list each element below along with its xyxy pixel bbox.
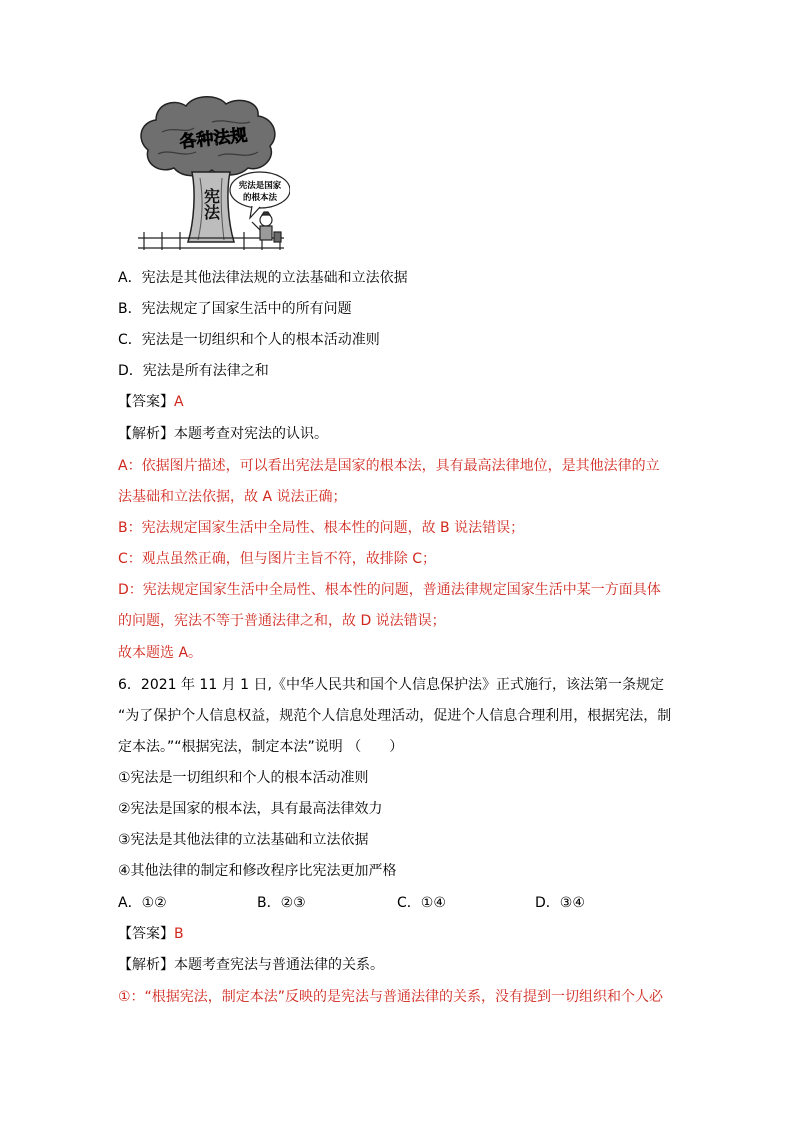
q5-analysis-line: D：宪法规定国家生活中全局性、根本性的问题，普通法律规定国家生活中某一方面具体	[118, 582, 661, 598]
q5-option-d: D．宪法是所有法律之和	[118, 363, 269, 379]
q6-choice-a: A．①②	[118, 895, 167, 911]
q6-analysis-label: 【解析】	[118, 957, 174, 973]
q5-analysis-line: 的问题，宪法不等于普通法律之和，故 D 说法错误；	[118, 613, 446, 629]
q6-statement-4: ④其他法律的制定和修改程序比宪法更加严格	[118, 863, 397, 879]
q6-analysis-line: ①：“根据宪法，制定本法”反映的是宪法与普通法律的关系，没有提到一切组织和个人必	[118, 989, 664, 1005]
constitution-tree-illustration	[134, 92, 290, 252]
q6-statement-3: ③宪法是其他法律的立法基础和立法依据	[118, 832, 369, 848]
bubble-line-2: 的根本法	[242, 193, 278, 203]
q5-answer-label: 【答案】	[118, 394, 174, 410]
q5-analysis-line: B：宪法规定国家生活中全局性、根本性的问题，故 B 说法错误；	[118, 520, 525, 536]
crown-text: 各种法规	[178, 125, 249, 153]
q5-answer-value: A	[174, 394, 184, 410]
q5-analysis-intro: 本题考查对宪法的认识。	[174, 426, 328, 442]
q6-choice-d: D．③④	[535, 895, 585, 911]
q5-option-b: B．宪法规定了国家生活中的所有问题	[118, 301, 352, 317]
q6-answer-label: 【答案】	[118, 926, 174, 942]
q5-analysis-line: 法基础和立法依据，故 A 说法正确；	[118, 489, 347, 505]
q6-statement-2: ②宪法是国家的根本法，具有最高法律效力	[118, 801, 383, 817]
q6-choices	[118, 893, 678, 913]
q6-stem-line: 6．2021 年 11 月 1 日,《中华人民共和国个人信息保护法》正式施行，该法第一条规定	[118, 677, 664, 693]
q6-analysis-intro: 本题考查宪法与普通法律的关系。	[174, 957, 384, 973]
q6-answer	[118, 924, 184, 944]
q5-answer	[118, 392, 184, 412]
q5-analysis	[118, 424, 328, 444]
q5-analysis-line: A：依据图片描述，可以看出宪法是国家的根本法，具有最高法律地位，是其他法律的立	[118, 458, 660, 474]
q6-choice-c: C．①④	[397, 895, 446, 911]
q6-answer-value: B	[174, 926, 184, 942]
trunk-text: 宪法	[201, 188, 221, 220]
q5-analysis-line: C：观点虽然正确，但与图片主旨不符，故排除 C；	[118, 551, 436, 567]
q6-choice-b: B．②③	[257, 895, 306, 911]
q6-statement-1: ①宪法是一切组织和个人的根本活动准则	[118, 770, 369, 786]
q6-stem-line: 定本法。”“根据宪法，制定本法”说明 （ ）	[118, 739, 404, 755]
q5-analysis-line: 故本题选 A。	[118, 645, 203, 661]
q5-analysis-label: 【解析】	[118, 426, 174, 442]
bubble-line-1: 宪法是国家	[238, 181, 282, 191]
q6-analysis	[118, 955, 384, 975]
q5-option-a: A．宪法是其他法律法规的立法基础和立法依据	[118, 270, 408, 286]
q6-stem-line: “为了保护个人信息权益，规范个人信息处理活动，促进个人信息合理利用，根据宪法，制	[118, 708, 672, 724]
q5-option-c: C．宪法是一切组织和个人的根本活动准则	[118, 332, 380, 348]
